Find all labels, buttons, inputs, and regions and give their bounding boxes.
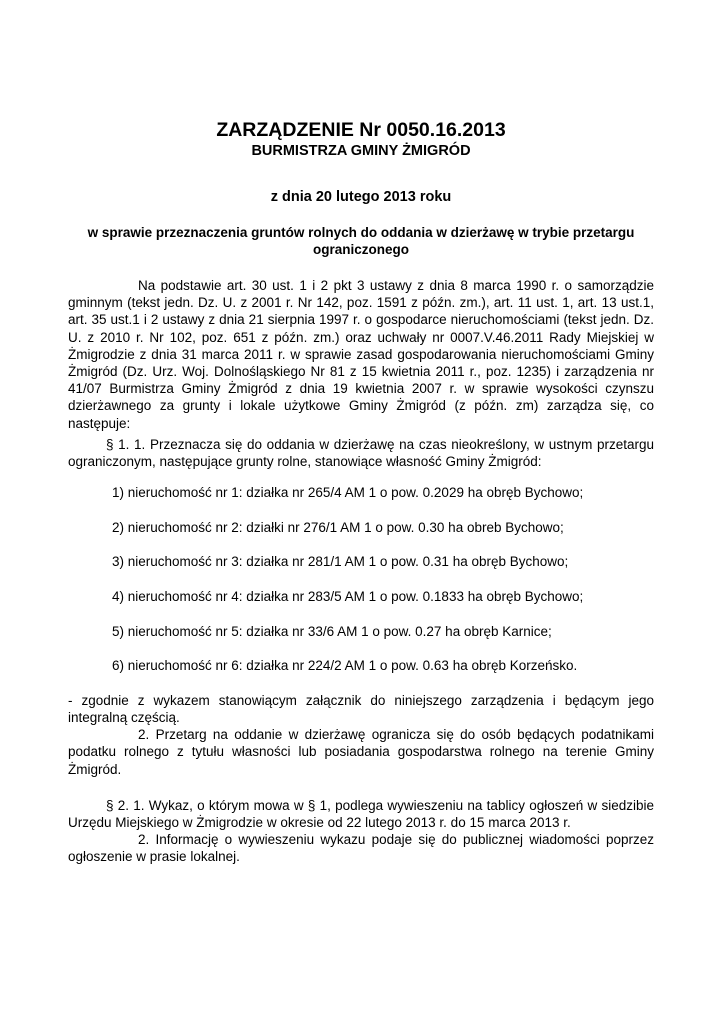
section-2-paragraph-2: 2. Informację o wywieszeniu wykazu podaje się do publicznej wiadomości poprzez ogłoszenie w prasie lokalnej.: [68, 832, 654, 865]
list-item: 4) nieruchomość nr 4: działka nr 283/5 AM 1 o pow. 0.1833 ha obręb Bychowo;: [112, 589, 584, 605]
legal-basis-paragraph: Na podstawie art. 30 ust. 1 i 2 pkt 3 ustawy z dnia 8 marca 1990 r. o samorządzie gminnym (tekst jedn. Dz. U. z 2001 r. Nr 142, poz. 1591 z późn. zm.), art. 11 ust. 1, art. 13 ust.1, art. 35 ust.1 i 2 ustawy z dnia 21 sierpnia 1997 r. o gospodarce nieruchomościami (tekst jedn. Dz. U. z 2010 r. Nr 102, poz. 651 z późn. zm.) oraz uchwały nr 0007.V.46.2011 Rady Miejskiej w Żmigrodzie z dnia 31 marca 2011 r. w sprawie zasad gospodarowania nieruchomościami Gminy Żmigród (Dz. Urz. Woj. Dolnośląskiego Nr 81 z 15 kwietnia 2011 r., poz. 1235) i zarządzenia nr 41/07 Burmistrza Gminy Żmigród z dnia 19 kwietnia 2007 r. w sprawie wysokości czynszu dzierżawnego za grunty i lokale użytkowe Gminy Żmigród (z późn. zm) zarządza się, co następuje:: [68, 278, 654, 431]
list-item: 1) nieruchomość nr 1: działka nr 265/4 AM 1 o pow. 0.2029 ha obręb Bychowo;: [112, 485, 584, 501]
list-item: 6) nieruchomość nr 6: działka nr 224/2 AM 1 o pow. 0.63 ha obręb Korzeńsko.: [112, 658, 578, 674]
list-item: 3) nieruchomość nr 3: działka nr 281/1 AM 1 o pow. 0.31 ha obręb Bychowo;: [112, 554, 569, 570]
list-item: 2) nieruchomość nr 2: działki nr 276/1 AM 1 o pow. 0.30 ha obreb Bychowo;: [112, 519, 564, 535]
section-2-paragraph-1: § 2. 1. Wykaz, o którym mowa w § 1, podlega wywieszeniu na tablicy ogłoszeń w siedzibie Urzędu Miejskiego w Żmigrodzie w okresie od 22 lutego 2013 r. do 15 marca 2013 r.: [68, 797, 654, 831]
section-1-paragraph-1: § 1. 1. Przeznacza się do oddania w dzierżawę na czas nieokreślony, w ustnym przetargu ograniczonym, następujące grunty rolne, stanowiące własność Gminy Żmigród:: [68, 436, 654, 470]
document-title: ZARZĄDZENIE Nr 0050.16.2013: [216, 119, 506, 141]
section-1-note: - zgodnie z wykazem stanowiącym załącznik do niniejszego zarządzenia i będącym jego integralną częścią.: [68, 692, 654, 725]
document-subject: w sprawie przeznaczenia gruntów rolnych do oddania w dzierżawę w trybie przetargu ograniczonego: [87, 225, 635, 257]
property-list: [68, 484, 654, 674]
document-date: z dnia 20 lutego 2013 roku: [270, 189, 452, 205]
document-page: [68, 118, 654, 866]
list-item: 5) nieruchomość nr 5: działka nr 33/6 AM 1 o pow. 0.27 ha obręb Karnice;: [112, 623, 552, 639]
document-issuer: BURMISTRZA GMINY ŻMIGRÓD: [251, 143, 471, 159]
section-1-paragraph-2: 2. Przetarg na oddanie w dzierżawę ogranicza się do osób będących podatnikami podatku rolnego z tytułu własności lub posiadania gospodarstwa rolnego na terenie Gminy Żmigród.: [68, 727, 654, 777]
